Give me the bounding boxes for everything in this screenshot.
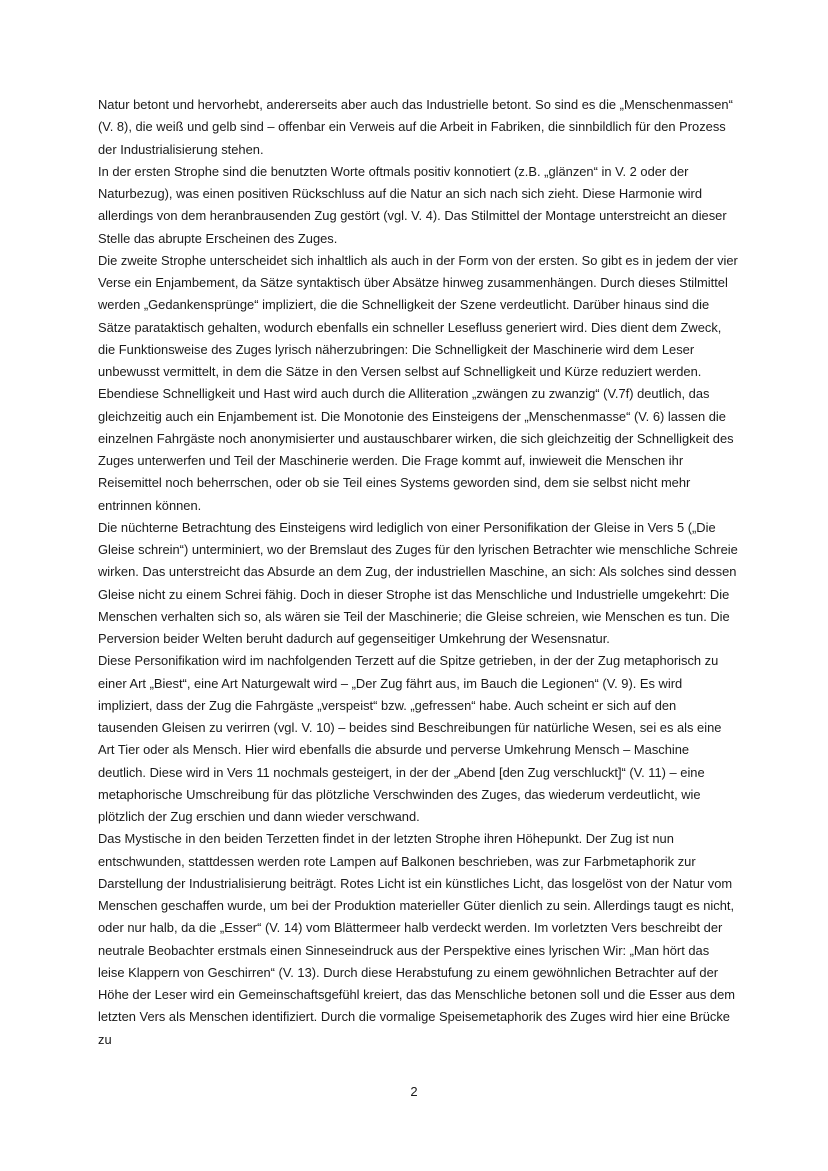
paragraph-2: In der ersten Strophe sind die benutzten Worte oftmals positiv konnotiert (z.B. „glänzen“ in V. 2 oder der Naturbezug), was einen positiven Rückschluss auf die Natur an sich nach sich zieht. Diese Harmonie wird allerdings von dem heranbrausenden Zug gestört (vgl. V. 4). Das Stilmittel der Montage unterstreicht an dieser Stelle das abrupte Erscheinen des Zuges. [98,163,727,246]
paragraph-5: Die nüchterne Betrachtung des Einsteigens wird lediglich von einer Personifikation der Gleise in Vers 5 („Die Gleise schrein“) unterminiert, wo der Bremslaut des Zuges für den lyrischen Betrachter wie menschliche Schreie wirken. Das unterstreicht das Absurde an dem Zug, der industriellen Maschine, an sich: Als solches sind dessen Gleise nicht zu einem Schrei fähig. Doch in dieser Strophe ist das Menschliche und Industrielle umgekehrt: Die Menschen verhalten sich so, als wären sie Teil der Maschinerie; die Gleise schreien, wie Menschen es tun. Die Perversion beider Welten beruht dadurch auf gegenseitiger Umkehrung der Wesensnatur. [98,519,738,646]
paragraph-6: Diese Personifikation wird im nachfolgenden Terzett auf die Spitze getrieben, in der der Zug metaphorisch zu einer Art „Biest“, eine Art Naturgewalt wird – „Der Zug fährt aus, im Bauch die Legionen“ (V. 9). Es wird impliziert, dass der Zug die Fahrgäste „verspeist“ bzw. „gefressen“ habe. Auch scheint er sich auf den tausenden Gleisen zu verirren (vgl. V. 10) – beides sind Beschreibungen für natürliche Wesen, sei es als eine Art Tier oder als Mensch. Hier wird ebenfalls die absurde und perverse Umkehrung Mensch – Maschine deutlich. Diese wird in Vers 11 nochmals gesteigert, in der der „Abend [den Zug verschluckt]“ (V. 11) – eine metaphorische Umschreibung für das plötzliche Verschwinden des Zuges, das wiederum verdeutlicht, wie plötzlich der Zug erschien und dann wieder verschwand. [98,653,722,824]
document-body [98,94,738,1051]
paragraph-3: Die zweite Strophe unterscheidet sich inhaltlich als auch in der Form von der ersten. So gibt es in jedem der vier Verse ein Enjambement, da Sätze syntaktisch über Absätze hinweg zusammenhängen. Durch dieses Stilmittel werden „Gedankensprünge“ impliziert, die die Schnelligkeit der Szene verdeutlicht. Darüber hinaus sind die Sätze parataktisch gehalten, wodurch ebenfalls ein schneller Lesefluss generiert wird. Dies dient dem Zweck, die Funktionsweise des Zuges lyrisch näherzubringen: Die Schnelligkeit der Maschinerie wird dem Leser unbewusst vermittelt, in dem die Sätze in den Versen selbst auf Schnelligkeit und Kürze reduziert werden. [98,252,738,379]
paragraph-1: Natur betont und hervorhebt, andererseits aber auch das Industrielle betont. So sind es die „Menschenmassen“ (V. 8), die weiß und gelb sind – offenbar ein Verweis auf die Arbeit in Fabriken, die sinnbildlich für den Prozess der Industrialisierung stehen. [98,97,733,157]
paragraph-4: Ebendiese Schnelligkeit und Hast wird auch durch die Alliteration „zwängen zu zwanzig“ (V.7f) deutlich, das gleichzeitig auch ein Enjambement ist. Die Monotonie des Einsteigens der „Menschenmasse“ (V. 6) lassen die einzelnen Fahrgäste noch anonymisierter und austauschbarer wirken, die sich gleichzeitig der Schnelligkeit des Zuges unterwerfen und Teil der Maschinerie werden. Die Frage kommt auf, inwieweit die Menschen ihr Reisemittel noch beherrschen, oder ob sie Teil eines Systems geworden sind, dem sie selbst nicht mehr entrinnen können. [98,386,734,513]
paragraph-7: Das Mystische in den beiden Terzetten findet in der letzten Strophe ihren Höhepunkt. Der Zug ist nun entschwunden, stattdessen werden rote Lampen auf Balkonen beschrieben, was zur Farbmetaphorik zur Darstellung der Industrialisierung beiträgt. Rotes Licht ist ein künstliches Licht, das losgelöst von der Natur vom Menschen geschaffen wurde, um bei der Produktion materieller Güter dienlich zu sein. Allerdings taugt es nicht, oder nur halb, da die „Esser“ (V. 14) vom Blättermeer halb verdeckt werden. Im vorletzten Vers beschreibt der neutrale Beobachter erstmals einen Sinneseindruck aus der Perspektive eines lyrischen Wir: „Man hört das leise Klappern von Geschirren“ (V. 13). Durch diese Herabstufung zu einem gewöhnlichen Betrachter auf der Höhe der Leser wird ein Gemeinschaftsgefühl kreiert, das das Menschliche betonen soll und die Esser aus dem letzten Vers als Menschen identifiziert. Durch die vormalige Speisemetaphorik des Zuges wird hier eine Brücke zu [98,831,735,1047]
page-number: 2 [410,1084,418,1099]
